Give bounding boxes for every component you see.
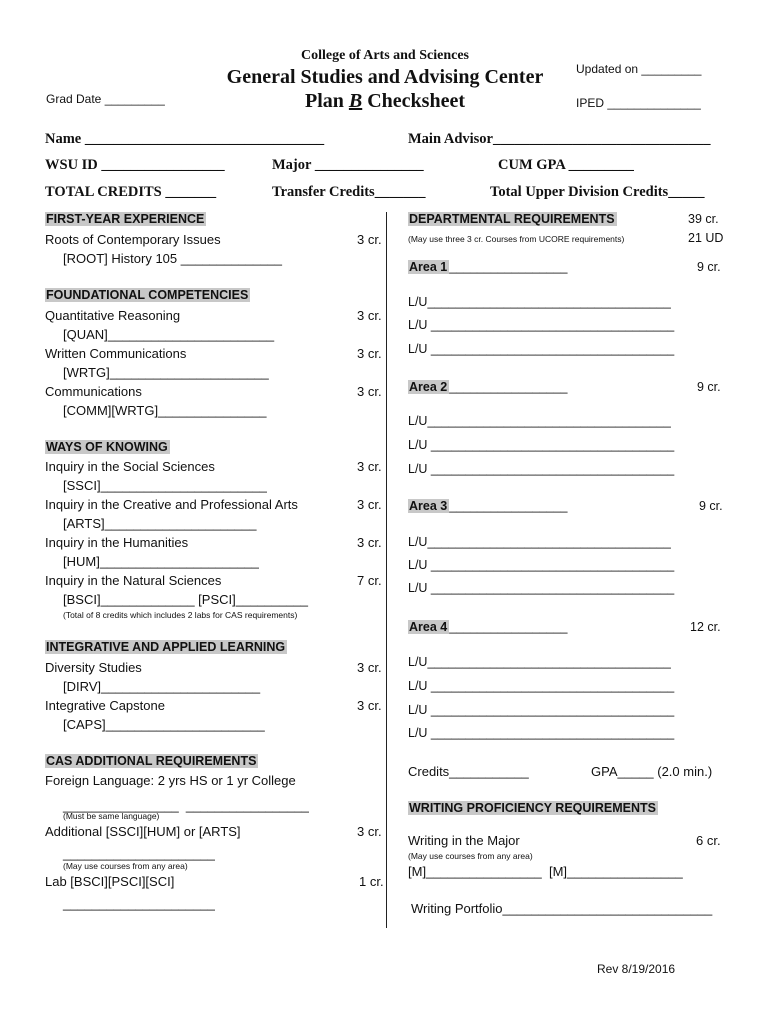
quan-label: Quantitative Reasoning bbox=[45, 308, 181, 323]
area-3-line-2[interactable]: L/U ___________________________________ bbox=[408, 558, 675, 572]
dept-note: (May use three 3 cr. Courses from UCORE requirements) bbox=[408, 234, 625, 244]
dirv-line[interactable]: [DIRV]______________________ bbox=[63, 679, 261, 694]
hum-label: Inquiry in the Humanities bbox=[45, 535, 189, 550]
main-advisor-field[interactable]: Main Advisor______________________________ bbox=[408, 131, 711, 147]
area-4-line-2[interactable]: L/U ___________________________________ bbox=[408, 679, 675, 693]
center-title-text: General Studies and Advising Center bbox=[226, 66, 544, 88]
area-1-line-1[interactable]: L/U___________________________________ bbox=[408, 295, 671, 309]
plan-title-pre: Plan bbox=[304, 90, 349, 112]
major-field[interactable]: Major _______________ bbox=[272, 157, 424, 173]
dept-ud: 21 UD bbox=[688, 231, 724, 245]
area-2-line-2[interactable]: L/U ___________________________________ bbox=[408, 438, 675, 452]
area-1-label: Area 1 bbox=[409, 260, 448, 274]
wrtg-label: Written Communications bbox=[45, 346, 187, 361]
area-4-line-1[interactable]: L/U___________________________________ bbox=[408, 655, 671, 669]
area-3-blank: _________________ bbox=[449, 499, 568, 513]
ssci-label: Inquiry in the Social Sciences bbox=[45, 459, 215, 474]
area-1-line-3[interactable]: L/U ___________________________________ bbox=[408, 342, 675, 356]
area-2-line-1[interactable]: L/U___________________________________ bbox=[408, 414, 671, 428]
writing-portfolio-field[interactable]: Writing Portfolio_____________________________ bbox=[411, 901, 713, 916]
area-3-line-1[interactable]: L/U___________________________________ bbox=[408, 535, 671, 549]
arts-label: Inquiry in the Creative and Professional Arts bbox=[45, 497, 298, 512]
ssci-line[interactable]: [SSCI]_______________________ bbox=[63, 478, 267, 493]
area-1-row[interactable] bbox=[408, 260, 567, 274]
updated-on-field[interactable]: Updated on _________ bbox=[576, 62, 702, 76]
area-2-line-3[interactable]: L/U ___________________________________ bbox=[408, 462, 675, 476]
foundational-heading-text: FOUNDATIONAL COMPETENCIES bbox=[46, 288, 249, 302]
gpa-field[interactable]: GPA_____ (2.0 min.) bbox=[591, 764, 713, 779]
area-4-credits: 12 cr. bbox=[690, 620, 721, 634]
fye-heading-text: FIRST-YEAR EXPERIENCE bbox=[46, 212, 205, 226]
area-2-label: Area 2 bbox=[409, 380, 448, 394]
ways-heading bbox=[45, 440, 170, 454]
area-3-label: Area 3 bbox=[409, 499, 448, 513]
hum-line[interactable]: [HUM]______________________ bbox=[63, 554, 259, 569]
name-field[interactable]: Name _________________________________ bbox=[45, 131, 325, 147]
writing-heading bbox=[408, 801, 658, 815]
plan-title-post: Checksheet bbox=[362, 90, 465, 112]
foreign-language-note: (Must be same language) bbox=[63, 811, 160, 821]
area-3-row[interactable] bbox=[408, 499, 567, 513]
iped-field[interactable]: IPED ______________ bbox=[576, 96, 701, 110]
area-1-blank: _________________ bbox=[449, 260, 568, 274]
dept-heading-text: DEPARTMENTAL REQUIREMENTS bbox=[409, 212, 615, 226]
transfer-credits-field[interactable]: Transfer Credits_______ bbox=[272, 184, 426, 200]
additional-note: (May use courses from any area) bbox=[63, 861, 188, 871]
ssci-credits: 3 cr. bbox=[357, 459, 382, 474]
area-3-line-3[interactable]: L/U ___________________________________ bbox=[408, 581, 675, 595]
fye-root-line[interactable]: [ROOT] History 105 ______________ bbox=[63, 251, 282, 266]
area-2-row[interactable] bbox=[408, 380, 567, 394]
cas-heading bbox=[45, 754, 258, 768]
writing-m-lines[interactable]: [M]________________ [M]________________ bbox=[408, 864, 683, 879]
total-credits-field[interactable]: TOTAL CREDITS _______ bbox=[45, 184, 217, 200]
area-3-credits: 9 cr. bbox=[699, 499, 723, 513]
revision-date: Rev 8/19/2016 bbox=[597, 962, 676, 976]
additional-credits: 3 cr. bbox=[357, 824, 382, 839]
integrative-heading-text: INTEGRATIVE AND APPLIED LEARNING bbox=[46, 640, 286, 654]
area-1-line-2[interactable]: L/U ___________________________________ bbox=[408, 318, 675, 332]
lab-line[interactable]: _____________________ bbox=[63, 896, 215, 911]
grad-date-field[interactable]: Grad Date _________ bbox=[46, 92, 165, 106]
writing-heading-text: WRITING PROFICIENCY REQUIREMENTS bbox=[409, 801, 657, 815]
writing-major-label: Writing in the Major bbox=[408, 833, 520, 848]
lab-credits: 1 cr. bbox=[359, 874, 384, 889]
area-4-row[interactable] bbox=[408, 620, 567, 634]
area-1-credits: 9 cr. bbox=[697, 260, 721, 274]
dirv-credits: 3 cr. bbox=[357, 660, 382, 675]
foundational-heading bbox=[45, 288, 250, 302]
comm-label: Communications bbox=[45, 384, 142, 399]
comm-credits: 3 cr. bbox=[357, 384, 382, 399]
additional-line[interactable]: _____________________ bbox=[63, 846, 215, 861]
arts-line[interactable]: [ARTS]_____________________ bbox=[63, 516, 257, 531]
caps-credits: 3 cr. bbox=[357, 698, 382, 713]
dept-credits: 39 cr. bbox=[688, 212, 719, 226]
ways-heading-text: WAYS OF KNOWING bbox=[46, 440, 168, 454]
quan-credits: 3 cr. bbox=[357, 308, 382, 323]
wrtg-line[interactable]: [WRTG]______________________ bbox=[63, 365, 269, 380]
fye-item-label: Roots of Contemporary Issues bbox=[45, 232, 221, 247]
fye-item-credits: 3 cr. bbox=[357, 232, 382, 247]
nat-line[interactable]: [BSCI]_____________ [PSCI]__________ bbox=[63, 592, 309, 607]
upper-division-field[interactable]: Total Upper Division Credits_____ bbox=[490, 184, 705, 200]
college-title: College of Arts and Sciences bbox=[301, 48, 469, 63]
caps-label: Integrative Capstone bbox=[45, 698, 165, 713]
arts-credits: 3 cr. bbox=[357, 497, 382, 512]
wrtg-credits: 3 cr. bbox=[357, 346, 382, 361]
area-2-credits: 9 cr. bbox=[697, 380, 721, 394]
plan-letter: B bbox=[348, 90, 363, 112]
integrative-heading bbox=[45, 640, 287, 654]
comm-line[interactable]: [COMM][WRTG]_______________ bbox=[63, 403, 267, 418]
dirv-label: Diversity Studies bbox=[45, 660, 142, 675]
area-4-label: Area 4 bbox=[409, 620, 448, 634]
cas-heading-text: CAS ADDITIONAL REQUIREMENTS bbox=[46, 754, 257, 768]
area-4-blank: _________________ bbox=[449, 620, 568, 634]
foreign-language-label: Foreign Language: 2 yrs HS or 1 yr College bbox=[45, 773, 296, 788]
credits-field[interactable]: Credits___________ bbox=[408, 764, 529, 779]
quan-line[interactable]: [QUAN]_______________________ bbox=[63, 327, 275, 342]
foreign-language-lines[interactable]: ________________ _________________ bbox=[63, 798, 309, 813]
nat-label: Inquiry in the Natural Sciences bbox=[45, 573, 222, 588]
caps-line[interactable]: [CAPS]______________________ bbox=[63, 717, 265, 732]
lab-label: Lab [BSCI][PSCI][SCI] bbox=[45, 874, 175, 889]
nat-note: (Total of 8 credits which includes 2 labs for CAS requirements) bbox=[63, 610, 298, 620]
nat-credits: 7 cr. bbox=[357, 573, 382, 588]
cum-gpa-field[interactable]: CUM GPA _________ bbox=[498, 157, 634, 173]
writing-note: (May use courses from any area) bbox=[408, 851, 533, 861]
area-4-line-4[interactable]: L/U ___________________________________ bbox=[408, 726, 675, 740]
dept-heading bbox=[408, 212, 617, 226]
writing-major-credits: 6 cr. bbox=[696, 833, 721, 848]
wsu-id-field[interactable]: WSU ID _________________ bbox=[45, 157, 225, 173]
additional-label: Additional [SSCI][HUM] or [ARTS] bbox=[45, 824, 241, 839]
area-2-blank: _________________ bbox=[449, 380, 568, 394]
column-divider bbox=[386, 212, 387, 928]
hum-credits: 3 cr. bbox=[357, 535, 382, 550]
fye-heading bbox=[45, 212, 206, 226]
area-4-line-3[interactable]: L/U ___________________________________ bbox=[408, 703, 675, 717]
